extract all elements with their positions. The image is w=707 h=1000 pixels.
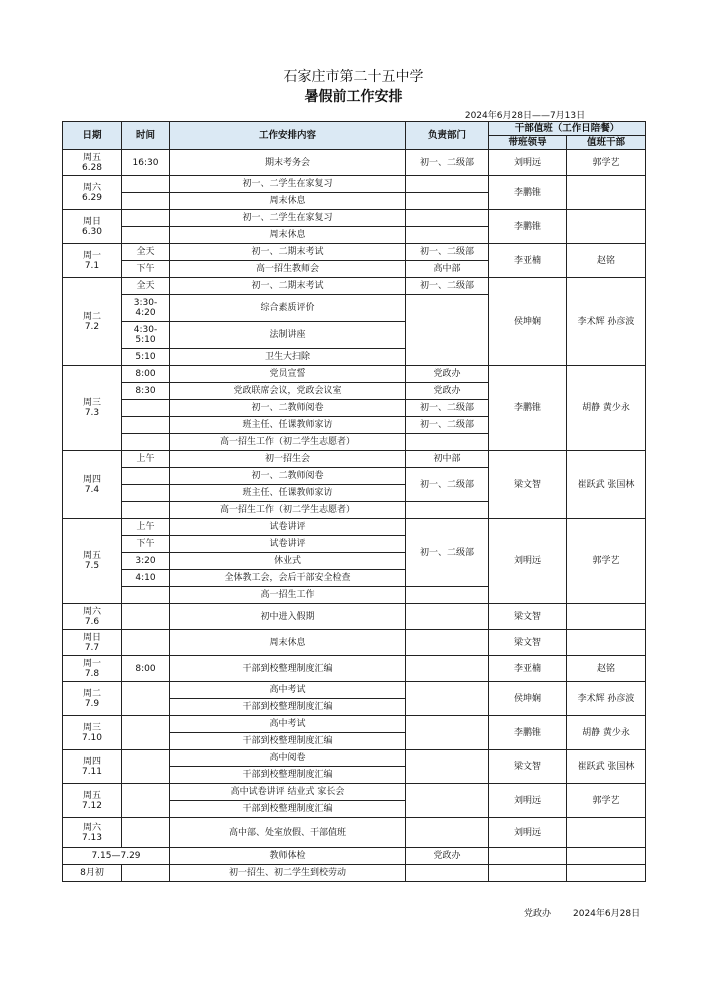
row-leader: 李鹏锥 [489, 716, 567, 750]
row-content: 班主任、任课教师家访 [170, 485, 406, 502]
row-time [122, 227, 170, 244]
date-range: 2024年6月28日——7月13日 [464, 111, 586, 121]
row-cadre: 胡静 黄少永 [567, 716, 646, 750]
row-dept: 初一、二级部 [406, 519, 489, 587]
row-time [122, 502, 170, 519]
row-day: 周一 7.1 [63, 244, 122, 278]
row-leader: 刘明远 [489, 818, 567, 848]
row-content: 高中试卷讲评 结业式 家长会 [170, 784, 406, 801]
row-dept [406, 750, 489, 784]
row-leader: 李鹏锥 [489, 176, 567, 210]
school-name: 石家庄市第二十五中学 [283, 69, 424, 85]
row-day: 周五 7.12 [63, 784, 122, 818]
row-time: 8:30 [122, 383, 170, 400]
row-content: 高中考试 [170, 716, 406, 733]
row-time: 上午 [122, 519, 170, 536]
row-dept [406, 587, 489, 604]
row-time [122, 818, 170, 848]
row-time: 4:30- 5:10 [122, 322, 170, 349]
row-content: 高中部、处室放假、干部值班 [170, 818, 406, 848]
row-time: 5:10 [122, 349, 170, 366]
row-dept: 初中部 [406, 451, 489, 468]
header-time: 时间 [122, 122, 170, 150]
row-cadre: 崔跃武 张国林 [567, 451, 646, 519]
row-content: 初中进入假期 [170, 604, 406, 630]
row-time [122, 750, 170, 784]
header-content: 工作安排内容 [170, 122, 406, 150]
row-time [122, 210, 170, 227]
row-dept: 党政办 [406, 366, 489, 383]
row-cadre: 李术辉 孙彦波 [567, 278, 646, 366]
row-dept [406, 210, 489, 227]
row-cadre [567, 604, 646, 630]
row-leader: 梁文智 [489, 604, 567, 630]
row-leader: 李亚楠 [489, 656, 567, 682]
row-dept [406, 818, 489, 848]
row-content: 周末休息 [170, 227, 406, 244]
header-date: 日期 [63, 122, 122, 150]
row-content: 党员宣誓 [170, 366, 406, 383]
row-day: 周六 7.6 [63, 604, 122, 630]
row-dept [406, 502, 489, 519]
row-content: 教师体检 [170, 848, 406, 865]
row-leader: 刘明远 [489, 150, 567, 176]
row-day: 周五 7.5 [63, 519, 122, 604]
row-time [122, 682, 170, 716]
row-dept [406, 295, 489, 366]
row-time [122, 865, 170, 882]
row-content: 初一、二期末考试 [170, 244, 406, 261]
row-content: 周末休息 [170, 630, 406, 656]
row-time [122, 193, 170, 210]
row-time: 3:30- 4:20 [122, 295, 170, 322]
row-time [122, 417, 170, 434]
row-dept [406, 176, 489, 193]
row-dept [406, 682, 489, 716]
row-time [122, 784, 170, 818]
row-cadre [567, 630, 646, 656]
row-dept [406, 784, 489, 818]
row-dept: 党政办 [406, 848, 489, 865]
row-dept [406, 604, 489, 630]
row-cadre: 郭学艺 [567, 784, 646, 818]
row-leader: 李鹏锥 [489, 366, 567, 451]
row-content: 高中阅卷 [170, 750, 406, 767]
row-content: 休业式 [170, 553, 406, 570]
row-content: 卫生大扫除 [170, 349, 406, 366]
row-dept: 初一、二级部 [406, 150, 489, 176]
row-day: 周四 7.4 [63, 451, 122, 519]
row-time [122, 176, 170, 193]
row-time: 8:00 [122, 366, 170, 383]
row-dept: 党政办 [406, 383, 489, 400]
row-cadre: 赵铭 [567, 656, 646, 682]
row-leader: 李亚楠 [489, 244, 567, 278]
row-cadre [567, 865, 646, 882]
row-time [122, 400, 170, 417]
row-content: 干部到校整理制度汇编 [170, 801, 406, 818]
row-content: 干部到校整理制度汇编 [170, 767, 406, 784]
row-day: 7.15—7.29 [63, 848, 170, 865]
row-cadre: 郭学艺 [567, 150, 646, 176]
row-cadre [567, 848, 646, 865]
row-content: 法制讲座 [170, 322, 406, 349]
row-leader: 梁文智 [489, 451, 567, 519]
row-time: 4:10 [122, 570, 170, 587]
row-content: 期末考务会 [170, 150, 406, 176]
row-day: 周六 6.29 [63, 176, 122, 210]
row-content: 党政联席会议，党政会议室 [170, 383, 406, 400]
row-content: 初一招生、初二学生到校劳动 [170, 865, 406, 882]
row-day: 周二 7.9 [63, 682, 122, 716]
row-content: 高一招生教师会 [170, 261, 406, 278]
row-time [122, 716, 170, 750]
row-day: 周日 6.30 [63, 210, 122, 244]
row-cadre: 郭学艺 [567, 519, 646, 604]
row-content: 初一、二教师阅卷 [170, 400, 406, 417]
row-content: 干部到校整理制度汇编 [170, 656, 406, 682]
row-cadre: 崔跃武 张国林 [567, 750, 646, 784]
row-day: 周三 7.10 [63, 716, 122, 750]
row-dept [406, 630, 489, 656]
footer-date: 2024年6月28日 [573, 909, 641, 919]
row-leader: 刘明远 [489, 784, 567, 818]
row-day: 周四 7.11 [63, 750, 122, 784]
row-content: 全体教工会，会后干部安全检查 [170, 570, 406, 587]
row-leader: 梁文智 [489, 630, 567, 656]
row-day: 周二 7.2 [63, 278, 122, 366]
row-leader: 刘明远 [489, 519, 567, 604]
header-leader: 带班领导 [489, 136, 567, 150]
row-day: 周六 7.13 [63, 818, 122, 848]
row-time: 16:30 [122, 150, 170, 176]
row-cadre: 胡静 黄少永 [567, 366, 646, 451]
row-content: 高一招生工作 [170, 587, 406, 604]
row-cadre [567, 818, 646, 848]
row-dept: 初一、二级部 [406, 417, 489, 434]
row-time [122, 587, 170, 604]
row-content: 初一招生会 [170, 451, 406, 468]
row-day: 8月初 [63, 865, 122, 882]
row-content: 高一招生工作（初二学生志愿者） [170, 502, 406, 519]
row-content: 综合素质评价 [170, 295, 406, 322]
header-cadre: 值班干部 [567, 136, 646, 150]
row-leader: 李鹏锥 [489, 210, 567, 244]
row-cadre [567, 176, 646, 210]
row-content: 干部到校整理制度汇编 [170, 699, 406, 716]
row-content: 干部到校整理制度汇编 [170, 733, 406, 750]
footer-org: 党政办 [524, 909, 552, 919]
row-content: 高一招生工作（初二学生志愿者） [170, 434, 406, 451]
row-dept: 初一、二级部 [406, 244, 489, 261]
row-time: 8:00 [122, 656, 170, 682]
row-dept: 初一、二级部 [406, 278, 489, 295]
row-dept [406, 716, 489, 750]
row-day: 周三 7.3 [63, 366, 122, 451]
row-dept [406, 656, 489, 682]
row-time: 上午 [122, 451, 170, 468]
row-time [122, 468, 170, 485]
row-cadre: 赵铭 [567, 244, 646, 278]
row-day: 周一 7.8 [63, 656, 122, 682]
row-leader [489, 865, 567, 882]
row-dept: 初一、二级部 [406, 400, 489, 417]
row-day: 周五 6.28 [63, 150, 122, 176]
row-cadre: 李术辉 孙彦波 [567, 682, 646, 716]
row-time [122, 485, 170, 502]
schedule-table [62, 121, 646, 882]
row-time [122, 604, 170, 630]
row-day: 周日 7.7 [63, 630, 122, 656]
row-dept [406, 434, 489, 451]
row-content: 高中考试 [170, 682, 406, 699]
row-leader: 侯坤娴 [489, 278, 567, 366]
row-time [122, 434, 170, 451]
row-time: 3:20 [122, 553, 170, 570]
row-content: 班主任、任课教师家访 [170, 417, 406, 434]
row-dept: 初一、二级部 [406, 468, 489, 502]
row-content: 初一、二期末考试 [170, 278, 406, 295]
row-content: 试卷讲评 [170, 519, 406, 536]
row-leader: 侯坤娴 [489, 682, 567, 716]
header-dept: 负责部门 [406, 122, 489, 150]
row-time: 下午 [122, 261, 170, 278]
row-content: 周末休息 [170, 193, 406, 210]
row-content: 试卷讲评 [170, 536, 406, 553]
row-dept [406, 193, 489, 210]
row-time [122, 630, 170, 656]
row-time: 全天 [122, 244, 170, 261]
row-content: 初一、二教师阅卷 [170, 468, 406, 485]
row-dept [406, 227, 489, 244]
row-leader [489, 848, 567, 865]
page-title: 暑假前工作安排 [304, 89, 403, 105]
row-cadre [567, 210, 646, 244]
row-dept: 高中部 [406, 261, 489, 278]
header-duty-group: 干部值班（工作日陪餐） [489, 122, 646, 136]
row-time: 下午 [122, 536, 170, 553]
row-time: 全天 [122, 278, 170, 295]
row-dept [406, 865, 489, 882]
row-leader: 梁文智 [489, 750, 567, 784]
row-content: 初一、二学生在家复习 [170, 210, 406, 227]
row-content: 初一、二学生在家复习 [170, 176, 406, 193]
